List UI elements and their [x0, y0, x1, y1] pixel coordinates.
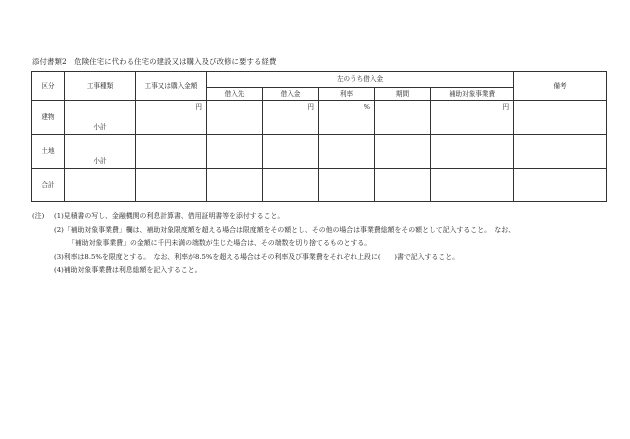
note-1 [32, 210, 622, 224]
land-lender-cell[interactable] [207, 135, 263, 169]
building-cost-cell[interactable] [136, 101, 207, 135]
row-total [32, 169, 607, 202]
building-remarks-cell[interactable] [514, 101, 607, 135]
building-loan-cell[interactable] [263, 101, 319, 135]
document-title: 添付書類2 危険住宅に代わる住宅の建設又は購入及び改修に要する経費 [32, 57, 277, 66]
total-rate-cell[interactable] [319, 169, 375, 202]
building-rate-cell[interactable] [319, 101, 375, 135]
note-3-text: (3)利率は8.5%を限度とする。 なお、利率が8.5%を超える場合はその利率及び事業費をそれぞれ上段に( )書で記入すること。 [54, 252, 460, 261]
land-cost-cell[interactable] [136, 135, 207, 169]
note-2b [32, 237, 622, 251]
yen-unit: 円 [195, 103, 202, 111]
note-4-text: (4)補助対象事業費は利息総額を記入すること。 [54, 266, 202, 275]
header-loan-group: 左のうち借入金 [207, 72, 514, 88]
land-loan-cell[interactable] [263, 135, 319, 169]
land-rate-cell[interactable] [319, 135, 375, 169]
row-label-total: 合計 [32, 169, 65, 202]
total-lender-cell[interactable] [207, 169, 263, 202]
header-loan-amount: 借入金 [263, 88, 319, 101]
note-4 [32, 264, 622, 278]
total-loan-cell[interactable] [263, 169, 319, 202]
header-remarks: 備考 [514, 72, 607, 101]
note-3 [32, 251, 622, 265]
land-period-cell[interactable] [375, 135, 431, 169]
subtotal-label-land: 小計 [93, 157, 107, 166]
header-subsidy-cost: 補助対象事業費 [431, 88, 514, 101]
notes-prefix: (注) [32, 212, 45, 220]
total-remarks-cell[interactable] [514, 169, 607, 202]
building-subsidy-cell[interactable] [431, 101, 514, 135]
row-label-land: 土地 [32, 135, 65, 169]
land-remarks-cell[interactable] [514, 135, 607, 169]
percent-unit: % [363, 103, 370, 111]
subtotal-label-building: 小計 [93, 123, 107, 132]
note-2b-text: 「補助対象事業費」の金額に千円未満の端数が生じた場合は、その端数を切り捨てるものとする。 [68, 239, 372, 248]
building-lender-cell[interactable] [207, 101, 263, 135]
row-land [32, 135, 607, 169]
row-building [32, 101, 607, 135]
total-work-type-cell[interactable] [65, 169, 136, 202]
land-subsidy-cell[interactable] [431, 135, 514, 169]
total-subsidy-cell[interactable] [431, 169, 514, 202]
yen-unit: 円 [307, 103, 314, 111]
yen-unit: 円 [502, 103, 510, 111]
note-2a [32, 224, 622, 238]
header-category: 区分 [32, 72, 65, 101]
header-row-1 [32, 72, 607, 88]
note-1-text: (1)見積書の写し、金融機関の利息計算書、借用証明書等を添付すること。 [54, 212, 285, 220]
header-period: 期間 [375, 88, 431, 101]
note-2a-text: (2)「補助対象事業費」欄は、補助対象限度額を超える場合は限度額をその額とし、その他の場合は事業費総額をその額として記入すること。 なお、 [54, 225, 516, 234]
notes-section [32, 210, 622, 278]
building-period-cell[interactable] [375, 101, 431, 135]
expense-table [31, 71, 607, 202]
header-lender: 借入先 [207, 88, 263, 101]
land-work-type-cell[interactable] [65, 135, 136, 169]
header-interest-rate: 利率 [319, 88, 375, 101]
building-work-type-cell[interactable] [65, 101, 136, 135]
row-label-building: 建物 [32, 101, 65, 135]
total-cost-cell[interactable] [136, 169, 207, 202]
header-cost: 工事又は購入金額 [136, 72, 207, 101]
total-period-cell[interactable] [375, 169, 431, 202]
header-work-type: 工事種類 [65, 72, 136, 101]
